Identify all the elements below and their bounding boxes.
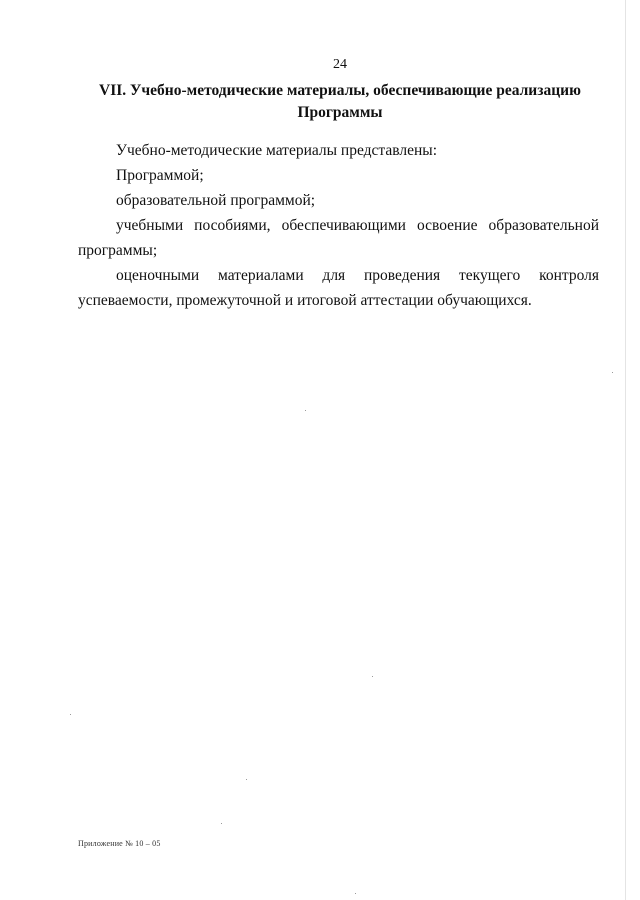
- list-item: Программой;: [116, 167, 204, 184]
- list-item: образовательной программой;: [116, 192, 316, 209]
- list-item: оценочными материалами для проведения текущего контроля успеваемости, промежуточной и итоговой аттестации обучающихся.: [78, 267, 599, 309]
- section-heading: [60, 80, 620, 124]
- scan-speck: [246, 779, 247, 780]
- scan-speck: [221, 823, 222, 824]
- list-item: учебными пособиями, обеспечивающими освоение образовательной программы;: [78, 217, 599, 259]
- footer-annex-label: Приложение № 10 – 05: [78, 839, 161, 848]
- intro-paragraph: Учебно-методические материалы представлены:: [116, 142, 437, 159]
- scan-edge-shadow: [625, 0, 626, 900]
- scan-speck: [372, 676, 373, 677]
- scan-speck: [612, 372, 613, 373]
- section-heading-line-1: VII. Учебно-методические материалы, обеспечивающие реализацию: [99, 82, 581, 99]
- scan-speck: [305, 410, 306, 411]
- page-number: 24: [333, 57, 347, 72]
- scan-speck: [355, 893, 356, 894]
- section-heading-line-2: Программы: [297, 104, 383, 121]
- scan-speck: [70, 714, 71, 715]
